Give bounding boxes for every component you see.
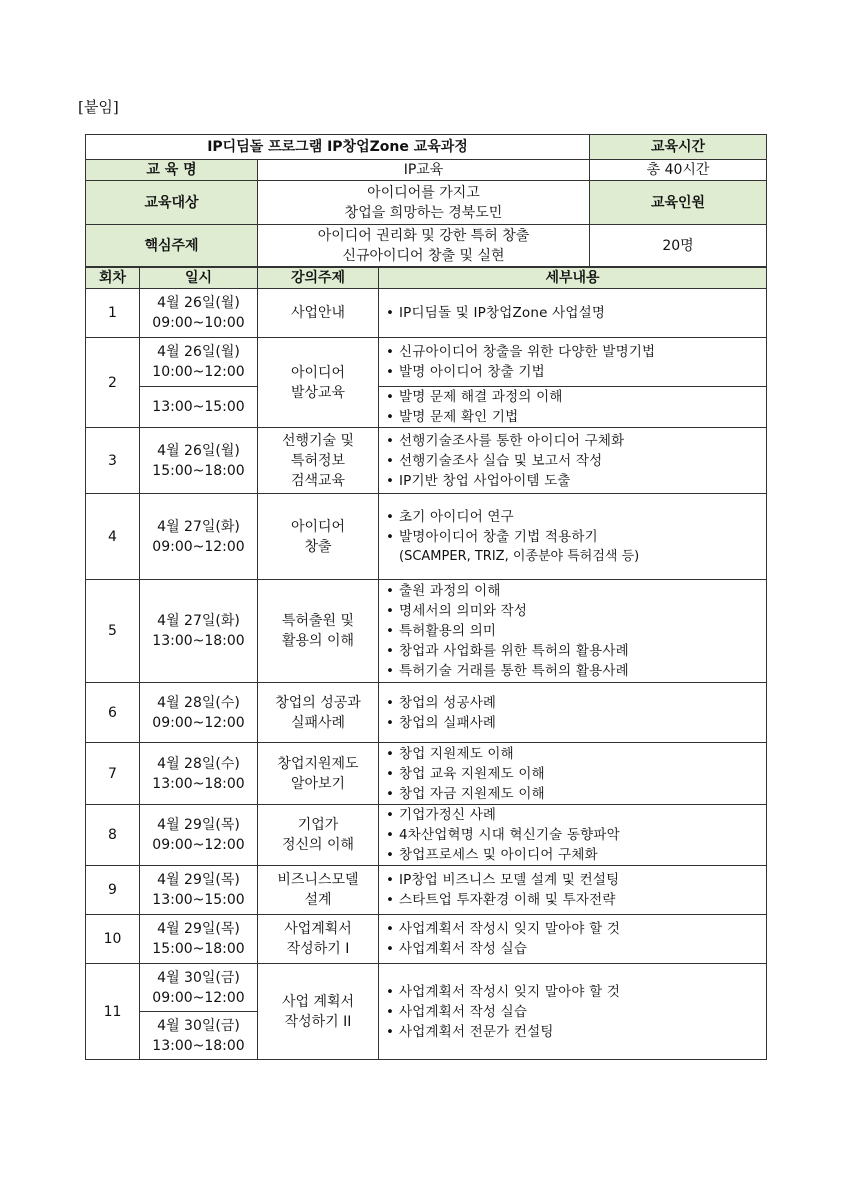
detail-item: • 창업의 실패사례 [385,713,766,733]
session-topic [258,805,379,866]
column-header-session: 회차 [86,268,140,289]
session-topic-line: 비즈니스모델 [277,872,359,888]
column-header-topic: 강의주제 [258,268,379,289]
session-topic [258,494,379,580]
session-topic [258,338,379,428]
detail-item: • 초기 아이디어 연구 [385,507,766,527]
table-row [86,338,767,387]
session-topic [258,428,379,494]
session-date: 4월 26일(월) [157,442,240,459]
session-details [379,428,767,494]
table-row [86,494,767,580]
session-date: 4월 29일(목) [157,921,240,937]
table-row [86,428,767,494]
education-time-label: 교육시간 [590,135,767,160]
session-date: 4월 27일(화) [157,518,240,535]
target-value [258,181,590,225]
session-datetime [140,428,258,494]
session-date: 4월 27일(화) [157,613,240,629]
session-topic-line: 실패사례 [290,714,346,731]
session-topic-line: 설계 [304,892,332,908]
detail-item: • 발명 아이디어 창출 기법 [385,362,766,382]
session-topic [258,580,379,683]
table-row [86,387,767,428]
session-date: 4월 30일(금) [157,969,240,986]
table-row [86,289,767,338]
session-datetime [140,289,258,338]
session-number: 10 [86,915,140,964]
session-datetime [140,805,258,866]
session-topic-line: 기업가 [297,817,339,833]
core-theme-line: 신규아이디어 창출 및 실현 [342,247,505,264]
target-label: 교육대상 [86,181,258,225]
session-date: 4월 28일(수) [157,755,240,772]
schedule-table [85,267,767,1060]
session-date: 4월 30일(금) [157,1017,240,1034]
detail-item: • 발명아이디어 창출 기법 적용하기 [385,527,766,547]
session-date: 4월 29일(목) [157,872,240,888]
education-time-value: 총 40시간 [590,160,767,181]
detail-item: • 신규아이디어 창출을 위한 다양한 발명기법 [385,342,766,362]
session-time: 15:00~18:00 [152,462,245,479]
session-date: 4월 26일(월) [157,344,240,360]
table-header-row [86,268,767,289]
detail-item: • 선행기술조사를 통한 아이디어 구체화 [385,431,766,451]
session-topic-line: 사업계획서 [284,921,352,937]
headcount-label: 교육인원 [590,181,767,225]
detail-item: • 창업 지원제도 이해 [385,744,766,764]
session-details [379,915,767,964]
session-number: 3 [86,428,140,494]
session-time: 09:00~12:00 [152,989,245,1006]
session-number: 11 [86,964,140,1060]
column-header-datetime: 일시 [140,268,258,289]
detail-item: • 발명 문제 해결 과정의 이해 [385,387,766,407]
session-topic-line: 작성하기 II [284,1013,352,1030]
session-details [379,743,767,805]
session-topic-line: 선행기술 및 [281,432,355,449]
session-details [379,387,767,428]
session-number: 2 [86,338,140,428]
detail-item: • 사업계획서 작성 실습 [385,1002,766,1022]
session-topic-line: 창업지원제도 [277,755,359,772]
session-number: 4 [86,494,140,580]
detail-item: • IP디딤돌 및 IP창업Zone 사업설명 [385,303,766,323]
course-title: IP디딤돌 프로그램 IP창업Zone 교육과정 [86,135,590,160]
session-datetime [140,1012,258,1060]
detail-item: • 창업 교육 지원제도 이해 [385,764,766,784]
session-topic-line: 특허출원 및 [281,613,355,629]
session-time: 13:00~15:00 [152,892,245,908]
session-time: 09:00~12:00 [152,538,245,555]
session-number: 5 [86,580,140,683]
detail-item: • IP기반 창업 사업아이템 도출 [385,471,766,491]
core-theme-label: 핵심주제 [86,225,258,267]
session-number: 1 [86,289,140,338]
session-number: 7 [86,743,140,805]
detail-item: • 사업계획서 전문가 컨설팅 [385,1022,766,1042]
detail-item: • 스타트업 투자환경 이해 및 투자전략 [385,890,766,910]
table-row [86,743,767,805]
attachment-label: [붙임] [78,98,119,116]
session-details [379,580,767,683]
session-details [379,964,767,1060]
session-time: 15:00~18:00 [152,941,245,957]
session-datetime [140,743,258,805]
session-topic-line: 창업의 성공과 [275,694,361,711]
session-details [379,494,767,580]
detail-item: • 특허기술 거래를 통한 특허의 활용사례 [385,661,766,681]
session-time: 13:00~15:00 [140,387,258,428]
session-number: 9 [86,866,140,915]
detail-item: • 선행기술조사 실습 및 보고서 작성 [385,451,766,471]
session-topic [258,743,379,805]
detail-item: • 발명 문제 확인 기법 [385,407,766,427]
education-name-label: 교 육 명 [86,160,258,181]
detail-item: • 명세서의 의미와 작성 [385,601,766,621]
session-topic-line: 작성하기 I [286,941,350,957]
session-topic-line: 특허정보 [290,452,346,469]
detail-item: • 기업가정신 사례 [385,805,766,825]
column-header-details: 세부내용 [379,268,767,289]
session-topic-line: 알아보기 [290,775,346,792]
detail-item: • 출원 과정의 이해 [385,581,766,601]
target-value-line: 창업을 희망하는 경북도민 [344,204,503,221]
session-datetime [140,494,258,580]
session-topic-line: 발상교육 [290,384,346,401]
session-details [379,289,767,338]
session-topic-line: 정신의 이해 [281,837,355,853]
course-header-table [85,134,767,267]
session-topic-line: 아이디어 [290,364,346,381]
session-details [379,338,767,387]
session-topic-line: 활용의 이해 [281,633,355,649]
table-row [86,805,767,866]
table-row [86,915,767,964]
table-row [86,866,767,915]
session-number: 8 [86,805,140,866]
session-details [379,866,767,915]
session-datetime [140,915,258,964]
session-time: 09:00~12:00 [152,837,245,853]
session-time: 10:00~12:00 [152,364,245,380]
session-number: 6 [86,683,140,743]
detail-item: • 사업계획서 작성 실습 [385,939,766,959]
session-time: 13:00~18:00 [152,775,245,792]
table-row [86,580,767,683]
detail-item: • 창업의 성공사례 [385,693,766,713]
session-datetime [140,964,258,1012]
table-row [86,964,767,1012]
detail-item: • 창업 자금 지원제도 이해 [385,784,766,804]
table-row [86,683,767,743]
session-topic-line: 아이디어 [290,518,346,535]
session-time: 09:00~12:00 [152,714,245,731]
session-topic [258,915,379,964]
session-topic: 사업안내 [258,289,379,338]
detail-item: • 창업프로세스 및 아이디어 구체화 [385,845,766,865]
session-topic-line: 검색교육 [290,472,346,489]
detail-item: • 4차산업혁명 시대 혁신기술 동향파악 [385,825,766,845]
detail-note: (SCAMPER, TRIZ, 이종분야 특허검색 등) [399,548,640,564]
session-time: 13:00~18:00 [152,633,245,649]
session-topic-line: 사업 계획서 [281,993,355,1010]
core-theme-value [258,225,590,267]
education-name-value: IP교육 [258,160,590,181]
session-topic [258,683,379,743]
session-datetime [140,338,258,387]
session-date: 4월 29일(목) [157,817,240,833]
detail-item: • IP창업 비즈니스 모델 설계 및 컨설팅 [385,870,766,890]
core-theme-line: 아이디어 권리화 및 강한 특허 창출 [317,227,530,244]
session-date: 4월 26일(월) [157,295,240,311]
detail-item: • 사업계획서 작성시 잊지 말아야 할 것 [385,982,766,1002]
session-date: 4월 28일(수) [157,694,240,711]
session-topic-line: 창출 [304,538,332,555]
session-topic [258,866,379,915]
session-datetime [140,580,258,683]
session-datetime [140,866,258,915]
detail-item: • 창업과 사업화를 위한 특허의 활용사례 [385,641,766,661]
session-time: 13:00~18:00 [152,1037,245,1054]
session-details [379,683,767,743]
headcount-value: 20명 [590,225,767,267]
detail-item: • 특허활용의 의미 [385,621,766,641]
detail-item: • 사업계획서 작성시 잊지 말아야 할 것 [385,919,766,939]
session-datetime [140,683,258,743]
session-time: 09:00~10:00 [152,315,245,331]
session-topic [258,964,379,1060]
session-details [379,805,767,866]
target-value-line: 아이디어를 가지고 [367,184,480,201]
